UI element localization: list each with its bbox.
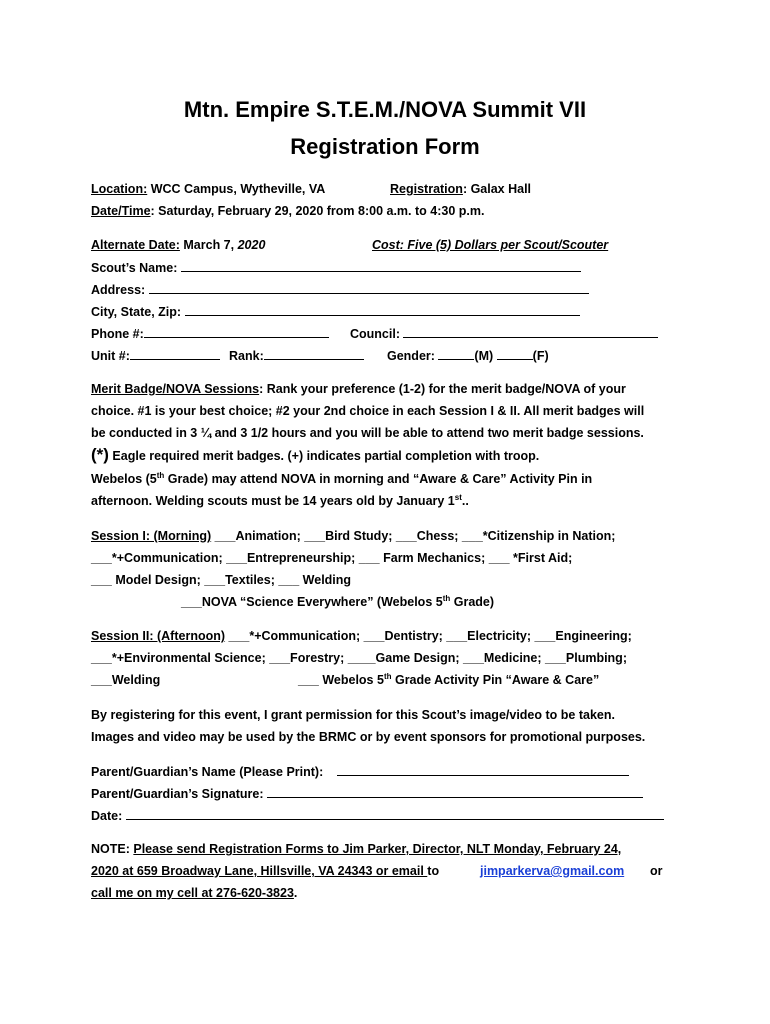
datetime-value: : Saturday, February 29, 2020 from 8:00 a.m. to 4:30 p.m. [150, 204, 485, 218]
council-row [350, 325, 658, 342]
session2-line-3a: ___Welding [91, 673, 161, 687]
session2-heading: Session II: (Afternoon) [91, 629, 226, 643]
note-text-2a: 2020 at 659 Broadway Lane, Hillsville, VA 24343 or email [91, 864, 428, 878]
email-row [480, 863, 624, 879]
registration-value: : Galax Hall [462, 182, 532, 196]
date-label: Date: [91, 809, 123, 823]
eagle-star-symbol: (*) [91, 445, 109, 464]
location-line [91, 181, 325, 197]
merit-sup-5: th [156, 470, 165, 480]
merit-text-1: : Rank your preference (1-2) for the merit badge/NOVA of your [259, 382, 626, 396]
gender-f-label: (F) [532, 349, 549, 363]
gender-m-label: (M) [474, 349, 494, 363]
address-field[interactable] [149, 281, 589, 294]
location-label: Location: [91, 182, 148, 196]
session2-sup-3: th [383, 671, 392, 681]
unit-label: Unit #: [91, 349, 130, 363]
session2-line-3b [298, 672, 599, 688]
merit-text-6a: afternoon. Welding scouts must be 14 years old by January 1 [91, 494, 455, 508]
guardian-signature-field[interactable] [267, 785, 643, 798]
datetime-label: Date/Time [91, 204, 151, 218]
rank-row [229, 347, 364, 364]
merit-text-5b: Grade) may attend NOVA in morning and “Aware & Care” Activity Pin in [164, 472, 593, 486]
council-label: Council: [350, 327, 400, 341]
note-text-3: call me on my cell at 276-620-3823 [91, 886, 294, 900]
location-value: WCC Campus, Wytheville, VA [150, 182, 326, 196]
session1-line-1 [91, 528, 615, 544]
merit-text-6b: .. [461, 494, 469, 508]
city-row [91, 303, 580, 320]
scout-name-field[interactable] [181, 259, 581, 272]
gender-f-field[interactable] [497, 347, 533, 360]
session1-heading: Session I: (Morning) [91, 529, 212, 543]
council-field[interactable] [403, 325, 658, 338]
gender-label: Gender: [387, 349, 435, 363]
alternate-date-line [91, 237, 265, 253]
guardian-name-label: Parent/Guardian’s Name (Please Print): [91, 765, 324, 779]
cost-text: Cost: Five (5) Dollars per Scout/Scouter [372, 238, 609, 252]
session2-text-3b: ___ Webelos 5 [298, 673, 384, 687]
session2-line-1 [91, 628, 632, 644]
session1-text-1: ___Animation; ___Bird Study; ___Chess; ___*Citizenship in Nation; [211, 529, 616, 543]
session1-text-4b: Grade) [450, 595, 495, 609]
alternate-date-label: Alternate Date: [91, 238, 180, 252]
rank-label: Rank: [229, 349, 264, 363]
datetime-line [91, 203, 484, 219]
guardian-date-row [91, 807, 664, 824]
note-text-3-end: . [293, 886, 298, 900]
rank-field[interactable] [264, 347, 364, 360]
merit-heading: Merit Badge/NOVA Sessions [91, 382, 260, 396]
guardian-signature-row [91, 785, 643, 802]
city-state-zip-label: City, State, Zip: [91, 305, 182, 319]
unit-field[interactable] [130, 347, 220, 360]
merit-line-1 [91, 381, 626, 397]
merit-line-6 [91, 493, 469, 509]
session1-line-3: ___ Model Design; ___Textiles; ___ Welding [91, 573, 352, 587]
guardian-signature-label: Parent/Guardian’s Signature: [91, 787, 264, 801]
form-title: Mtn. Empire S.T.E.M./NOVA Summit VII [183, 97, 587, 122]
scout-name-label: Scout’s Name: [91, 261, 178, 275]
address-label: Address: [91, 283, 146, 297]
phone-row [91, 325, 329, 342]
merit-line-4 [91, 447, 539, 464]
alternate-date-value: March 7, [179, 238, 238, 252]
email-link[interactable]: jimparkerva@gmail.com [480, 864, 625, 878]
session2-text-1: ___*+Communication; ___Dentistry; ___Electricity; ___Engineering; [225, 629, 632, 643]
session1-sup-4: th [442, 593, 451, 603]
note-line-1 [91, 841, 621, 857]
note-line-3 [91, 885, 297, 901]
session1-text-4a: ___NOVA “Science Everywhere” (Webelos 5 [181, 595, 443, 609]
city-state-zip-field[interactable] [185, 303, 580, 316]
merit-line-5 [91, 471, 592, 487]
note-text-1: Please send Registration Forms to Jim Parker, Director, NLT Monday, February 24, [133, 842, 622, 856]
session2-line-2: ___*+Environmental Science; ___Forestry; ____Game Design; ___Medicine; ___Plumbing; [91, 651, 627, 665]
gender-row [387, 347, 549, 364]
form-subtitle: Registration Form [290, 134, 480, 159]
note-text-2b: to [427, 864, 440, 878]
consent-line-1: By registering for this event, I grant permission for this Scout’s image/video to be taken. [91, 708, 615, 722]
merit-line-2: choice. #1 is your best choice; #2 your 2nd choice in each Session I & II. All merit badges will [91, 404, 645, 418]
guardian-name-row [91, 763, 629, 780]
registration-label: Registration [390, 182, 463, 196]
merit-line-3: be conducted in 3 ¼ and 3 1/2 hours and you will be able to attend two merit badge sessions. [91, 426, 644, 440]
merit-text-4: Eagle required merit badges. (+) indicates partial completion with troop. [108, 449, 540, 463]
scout-name-row [91, 259, 581, 276]
cost-line [372, 237, 608, 253]
merit-text-5a: Webelos (5 [91, 472, 157, 486]
merit-sup-6: st [454, 492, 462, 502]
phone-label: Phone #: [91, 327, 144, 341]
note-or: or [650, 864, 663, 878]
registration-line [390, 181, 531, 197]
date-field[interactable] [126, 807, 664, 820]
consent-line-2: Images and video may be used by the BRMC or by event sponsors for promotional purposes. [91, 730, 646, 744]
note-prefix: NOTE: [91, 842, 134, 856]
session1-line-2: ___*+Communication; ___Entrepreneurship; ___ Farm Mechanics; ___ *First Aid; [91, 551, 573, 565]
gender-m-field[interactable] [438, 347, 474, 360]
session1-line-4 [181, 594, 494, 610]
unit-row [91, 347, 220, 364]
session2-text-3c: Grade Activity Pin “Aware & Care” [391, 673, 600, 687]
alternate-date-year: 2020 [237, 238, 266, 252]
address-row [91, 281, 589, 298]
phone-field[interactable] [144, 325, 329, 338]
guardian-name-field[interactable] [337, 763, 629, 776]
note-line-2 [91, 863, 439, 879]
